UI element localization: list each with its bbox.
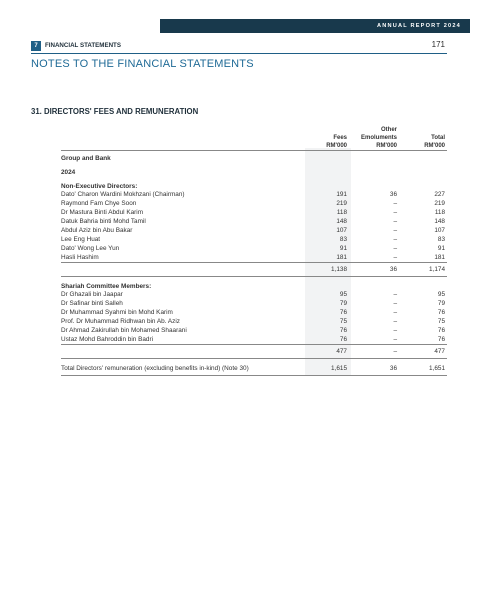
grand-total-label: Total Directors' remuneration (excluding benefits in-kind) (Note 30) [61, 365, 249, 372]
non-exec-subtotal-rule-top [61, 262, 447, 263]
non-exec-director-other: – [393, 209, 397, 216]
shariah-subtotal-rule-bottom [61, 358, 447, 359]
col-header-fees-line2: Fees [333, 135, 347, 141]
shariah-member-name: Dr Ghazali bin Jaapar [61, 291, 123, 298]
non-exec-director-row [61, 199, 447, 208]
shariah-member-total: 79 [437, 300, 445, 307]
non-exec-director-other: – [393, 227, 397, 234]
section-label: FINANCIAL STATEMENTS [45, 42, 121, 49]
non-exec-director-other: – [393, 200, 397, 207]
shariah-subtotal-rule-top [61, 344, 447, 345]
col-header-other-line3: RM'000 [376, 143, 397, 149]
grand-total-other: 36 [389, 365, 397, 372]
shariah-member-fees: 76 [339, 309, 347, 316]
shariah-member-fees: 79 [339, 300, 347, 307]
col-header-total-line2: Total [431, 135, 445, 141]
shariah-member-other: – [393, 327, 397, 334]
non-exec-director-fees: 219 [336, 200, 347, 207]
shariah-member-other: – [393, 300, 397, 307]
non-exec-director-other: – [393, 254, 397, 261]
non-exec-heading: Non-Executive Directors: [61, 183, 138, 190]
non-exec-director-fees: 148 [336, 218, 347, 225]
group-label: Group and Bank [61, 155, 111, 162]
col-header-fees [307, 126, 347, 150]
shariah-member-total: 95 [437, 291, 445, 298]
non-exec-director-fees: 107 [336, 227, 347, 234]
non-exec-director-total: 148 [434, 218, 445, 225]
shariah-member-fees: 95 [339, 291, 347, 298]
shariah-member-other: – [393, 318, 397, 325]
non-exec-director-row [61, 226, 447, 235]
non-exec-subtotal-fees: 1,138 [331, 266, 347, 273]
non-exec-director-fees: 191 [336, 191, 347, 198]
shariah-member-row [61, 290, 447, 299]
non-exec-director-name: Dr Mastura Binti Abdul Karim [61, 209, 144, 216]
shariah-member-row [61, 308, 447, 317]
year-label: 2024 [61, 169, 76, 176]
col-header-total [405, 126, 445, 150]
non-exec-director-total: 107 [434, 227, 445, 234]
non-exec-subtotal-rule-bottom [61, 276, 447, 277]
col-header-other-line1: Other [380, 127, 397, 133]
grand-total-total: 1,651 [429, 365, 445, 372]
col-header-total-line3: RM'000 [424, 143, 445, 149]
non-exec-director-name: Dato' Wong Lee Yun [61, 245, 120, 252]
non-exec-subtotal-other: 36 [389, 266, 397, 273]
shariah-member-name: Dr Safinar binti Salleh [61, 300, 123, 307]
non-exec-director-fees: 83 [339, 236, 347, 243]
shariah-member-fees: 76 [339, 336, 347, 343]
shariah-member-fees: 75 [339, 318, 347, 325]
group-label-row [61, 154, 447, 163]
remuneration-table [61, 126, 447, 376]
non-exec-director-total: 83 [437, 236, 445, 243]
non-exec-director-total: 91 [437, 245, 445, 252]
shariah-member-row [61, 326, 447, 335]
grand-total-rule [61, 375, 447, 376]
col-header-total-line1 [405, 126, 445, 134]
non-exec-director-other: – [393, 236, 397, 243]
non-exec-subtotal-total: 1,174 [429, 266, 445, 273]
shariah-member-name: Dr Ahmad Zakirullah bin Mohamed Shaarani [61, 327, 187, 334]
col-header-fees-line3: RM'000 [326, 143, 347, 149]
shariah-member-row [61, 335, 447, 344]
shariah-member-other: – [393, 336, 397, 343]
non-exec-director-total: 219 [434, 200, 445, 207]
section-number-badge: 7 [31, 41, 41, 51]
col-header-other-line2: Emoluments [360, 135, 397, 141]
header-divider [31, 53, 447, 54]
grand-total-fees: 1,615 [331, 365, 347, 372]
non-exec-director-name: Datuk Bahria binti Mohd Tamil [61, 218, 146, 225]
non-exec-subtotal-row [61, 265, 447, 274]
shariah-member-other: – [393, 291, 397, 298]
non-exec-director-total: 181 [434, 254, 445, 261]
shariah-subtotal-total: 477 [434, 348, 445, 355]
non-exec-director-other: – [393, 245, 397, 252]
non-exec-director-row [61, 244, 447, 253]
shariah-subtotal-other: – [393, 348, 397, 355]
non-exec-director-row [61, 190, 447, 199]
shariah-member-fees: 76 [339, 327, 347, 334]
non-exec-director-other: 36 [389, 191, 397, 198]
non-exec-director-name: Abdul Aziz bin Abu Bakar [61, 227, 133, 234]
col-header-other [347, 126, 397, 150]
shariah-member-row [61, 317, 447, 326]
non-exec-director-name: Lee Eng Huat [61, 236, 101, 243]
note-heading: 31. DIRECTORS' FEES AND REMUNERATION [31, 107, 199, 116]
page-title: NOTES TO THE FINANCIAL STATEMENTS [31, 58, 254, 70]
year-row [61, 168, 447, 177]
non-exec-director-fees: 118 [336, 209, 347, 216]
section-header [31, 40, 451, 52]
shariah-member-total: 76 [437, 336, 445, 343]
shariah-member-total: 76 [437, 309, 445, 316]
shariah-member-name: Prof. Dr Muhammad Ridhwan bin Ab. Aziz [61, 318, 180, 325]
non-exec-director-row [61, 208, 447, 217]
shariah-subtotal-row [61, 347, 447, 356]
header-rule [61, 150, 447, 151]
non-exec-director-other: – [393, 218, 397, 225]
col-header-fees-line1 [307, 126, 347, 134]
non-exec-director-name: Hasli Hashim [61, 254, 99, 261]
non-exec-director-name: Raymond Fam Chye Soon [61, 200, 137, 207]
shariah-heading: Shariah Committee Members: [61, 283, 152, 290]
shariah-member-name: Dr Muhammad Syahmi bin Mohd Karim [61, 309, 173, 316]
non-exec-director-row [61, 235, 447, 244]
non-exec-director-row [61, 253, 447, 262]
non-exec-director-name: Dato' Charon Wardini Mokhzani (Chairman) [61, 191, 185, 198]
shariah-member-row [61, 299, 447, 308]
shariah-member-name: Ustaz Mohd Bahroddin bin Badri [61, 336, 154, 343]
shariah-member-total: 76 [437, 327, 445, 334]
grand-total-row [61, 364, 447, 373]
shariah-member-other: – [393, 309, 397, 316]
non-exec-director-fees: 181 [336, 254, 347, 261]
non-exec-director-fees: 91 [339, 245, 347, 252]
page-number: 171 [431, 40, 445, 49]
non-exec-director-total: 227 [434, 191, 445, 198]
shariah-subtotal-fees: 477 [336, 348, 347, 355]
non-exec-director-row [61, 217, 447, 226]
non-exec-director-total: 118 [434, 209, 445, 216]
shariah-member-total: 75 [437, 318, 445, 325]
annual-report-banner: ANNUAL REPORT 2024 [160, 19, 470, 33]
